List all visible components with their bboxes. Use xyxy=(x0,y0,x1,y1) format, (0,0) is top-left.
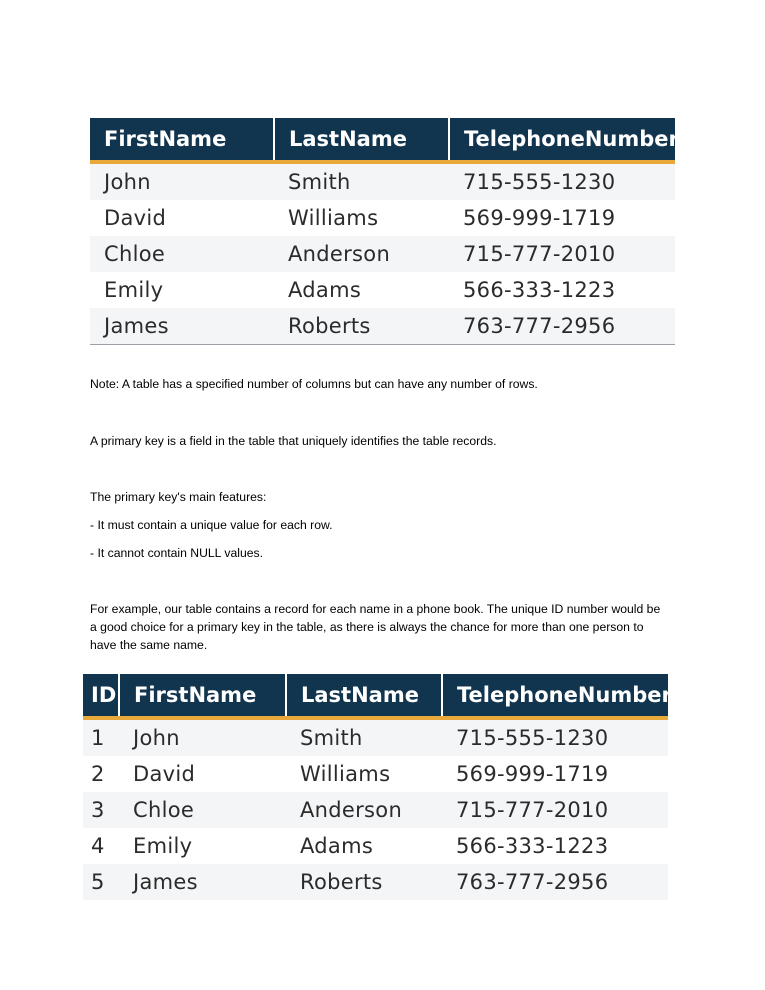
table-cell: 4 xyxy=(83,828,119,864)
note-text: Note: A table has a specified number of columns but can have any number of rows. xyxy=(90,377,538,391)
table-cell: Adams xyxy=(274,272,449,308)
table-cell: James xyxy=(90,308,274,345)
table-cell: 566-333-1223 xyxy=(449,272,675,308)
table-cell: 1 xyxy=(83,718,119,756)
column-header: ID xyxy=(83,674,119,718)
table-cell: 569-999-1719 xyxy=(442,756,668,792)
table-cell: John xyxy=(90,162,274,200)
column-header: FirstName xyxy=(119,674,286,718)
table-row xyxy=(90,236,675,272)
table-cell: James xyxy=(119,864,286,900)
primary-key-definition: A primary key is a field in the table that uniquely identifies the table records. xyxy=(90,434,497,448)
table-row xyxy=(90,200,675,236)
table-row xyxy=(83,718,668,756)
table-cell: Adams xyxy=(286,828,442,864)
table-cell: Emily xyxy=(119,828,286,864)
table-cell: David xyxy=(119,756,286,792)
table-cell: Smith xyxy=(286,718,442,756)
table-row xyxy=(83,864,668,900)
table-header-row xyxy=(83,674,668,718)
table-cell: John xyxy=(119,718,286,756)
table-cell: Williams xyxy=(286,756,442,792)
table-row xyxy=(83,792,668,828)
table-cell: Roberts xyxy=(286,864,442,900)
column-header: LastName xyxy=(274,118,449,162)
table-cell: Emily xyxy=(90,272,274,308)
contacts-table xyxy=(90,118,679,345)
table-cell: 763-777-2956 xyxy=(442,864,668,900)
table-cell: Anderson xyxy=(286,792,442,828)
table-cell: Williams xyxy=(274,200,449,236)
table-row xyxy=(90,308,675,345)
table-cell: 715-555-1230 xyxy=(449,162,675,200)
table-cell: 763-777-2956 xyxy=(449,308,675,345)
column-header: LastName xyxy=(286,674,442,718)
table-cell: 2 xyxy=(83,756,119,792)
column-header: TelephoneNumber xyxy=(449,118,675,162)
features-heading: The primary key's main features: xyxy=(90,490,267,504)
column-header: TelephoneNumber xyxy=(442,674,668,718)
table-cell: Anderson xyxy=(274,236,449,272)
table-cell: 569-999-1719 xyxy=(449,200,675,236)
table-cell: 566-333-1223 xyxy=(442,828,668,864)
table-cell: Chloe xyxy=(119,792,286,828)
feature-item: - It must contain a unique value for each row. xyxy=(90,518,333,532)
table-cell: Roberts xyxy=(274,308,449,345)
feature-item: - It cannot contain NULL values. xyxy=(90,546,263,560)
table-cell: Chloe xyxy=(90,236,274,272)
table-cell: David xyxy=(90,200,274,236)
table-cell: 715-777-2010 xyxy=(449,236,675,272)
table-cell: Smith xyxy=(274,162,449,200)
example-paragraph: For example, our table contains a record for each name in a phone book. The unique ID number would be a good choice for a primary key in the table, as there is always the chance for more than one person to have the same name. xyxy=(90,602,661,652)
table-row xyxy=(83,756,668,792)
table-cell: 715-777-2010 xyxy=(442,792,668,828)
table-cell: 3 xyxy=(83,792,119,828)
table-cell: 5 xyxy=(83,864,119,900)
table-row xyxy=(90,162,675,200)
table-row xyxy=(90,272,675,308)
table-cell: 715-555-1230 xyxy=(442,718,668,756)
table-header-row xyxy=(90,118,675,162)
column-header: FirstName xyxy=(90,118,274,162)
contacts-table-with-id xyxy=(83,674,672,900)
table-row xyxy=(83,828,668,864)
